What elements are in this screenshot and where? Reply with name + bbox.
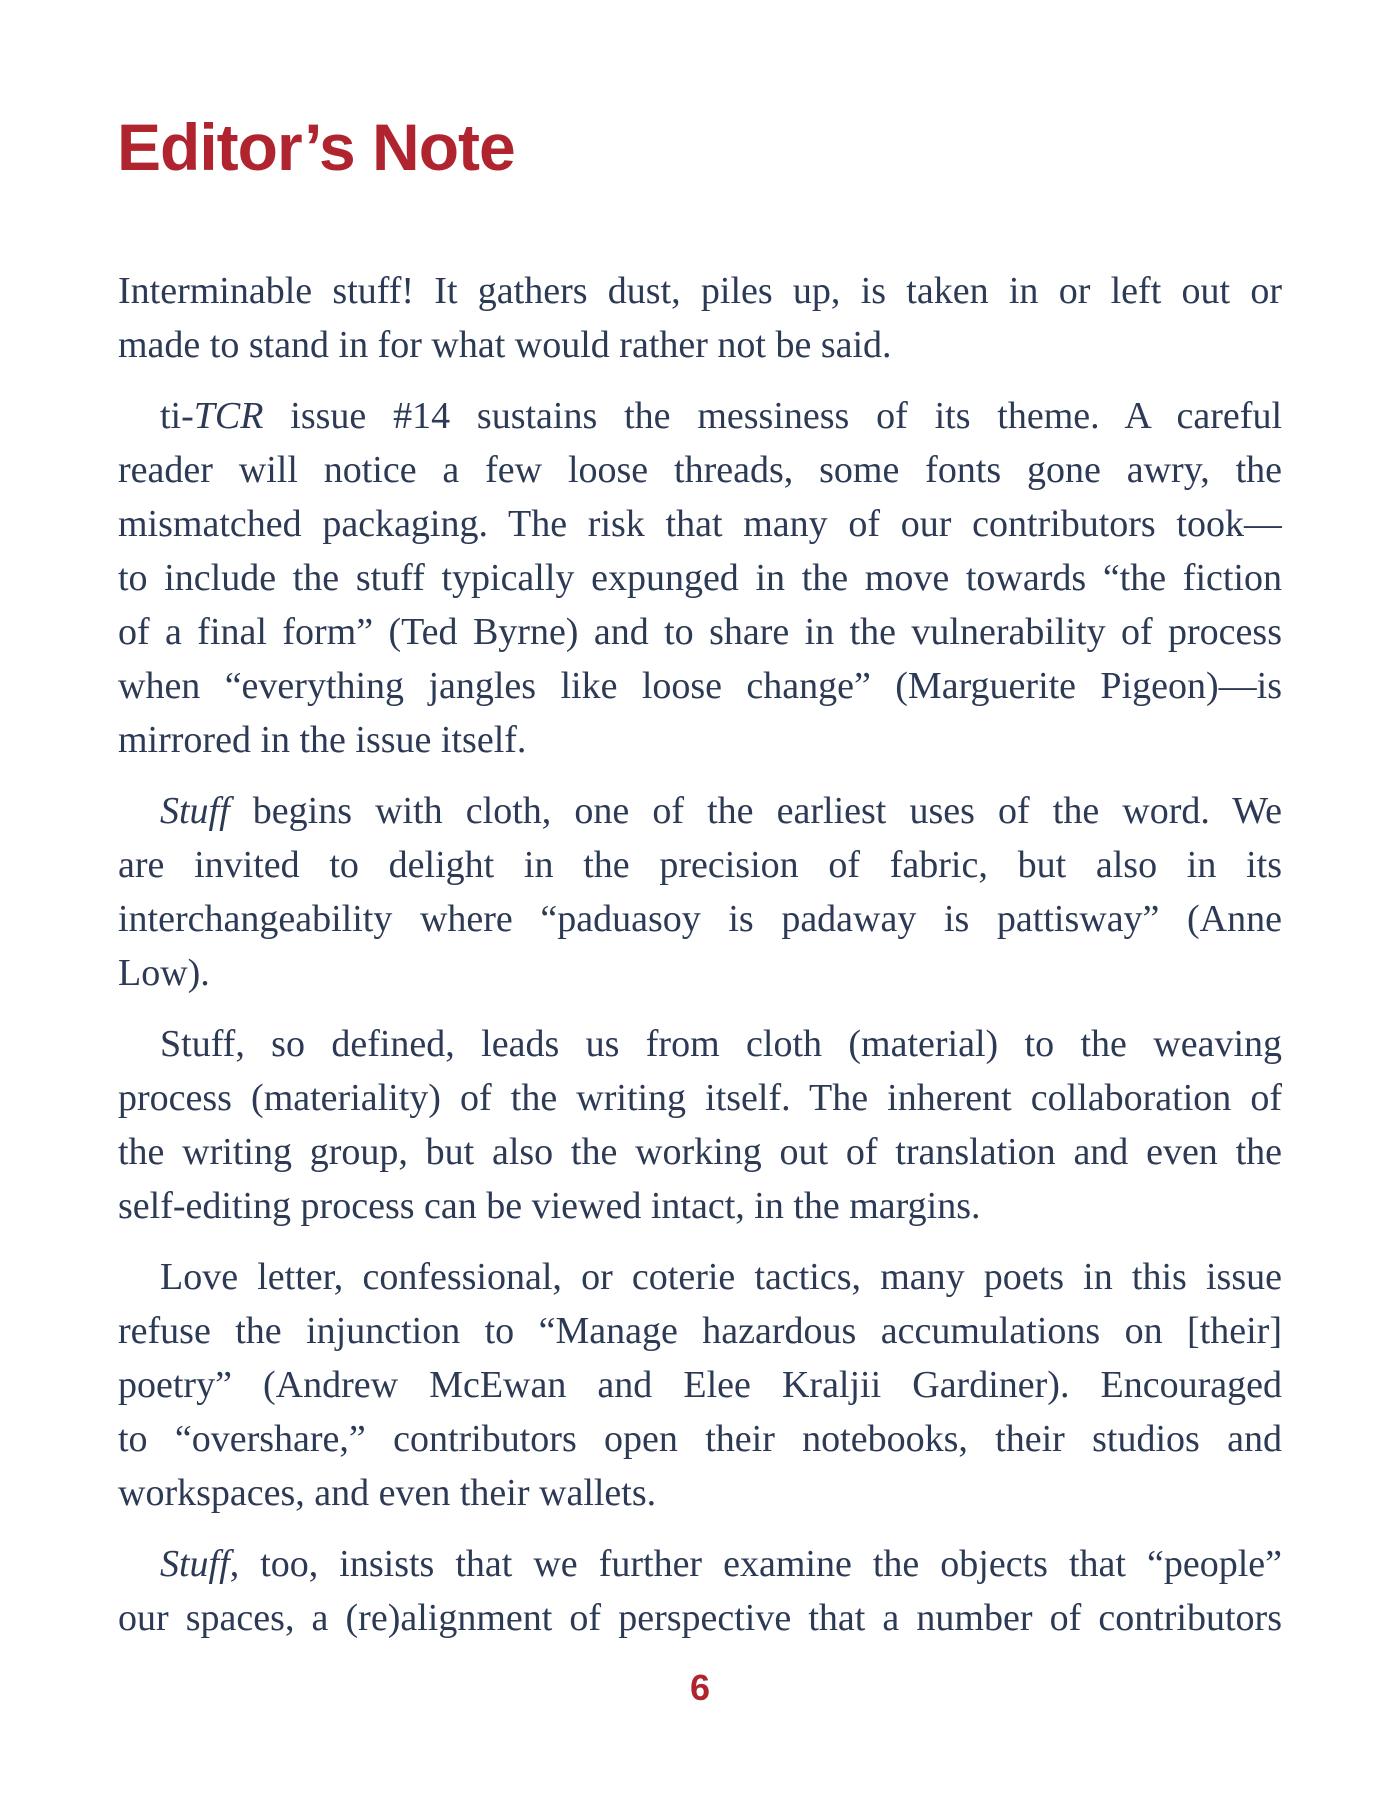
text-segment: mirrored in the issue itself. <box>118 719 527 761</box>
text-line <box>118 551 1282 605</box>
text-segment: our spaces, a (re)alignment of perspective that a number of contributors <box>118 1597 1282 1639</box>
text-line <box>118 605 1282 659</box>
text-line <box>118 659 1282 713</box>
text-segment: the writing group, but also the working out of translation and even the <box>118 1131 1282 1173</box>
text-segment: to “overshare,” contributors open their notebooks, their studios and <box>118 1418 1282 1460</box>
text-line <box>118 946 1282 1000</box>
paragraph <box>118 1017 1282 1233</box>
text-line <box>118 1591 1282 1645</box>
text-segment: when “everything jangles like loose change” (Marguerite Pigeon)—is <box>118 665 1282 707</box>
text-segment: refuse the injunction to “Manage hazardous accumulations on [their] <box>118 1310 1282 1352</box>
text-line <box>118 1304 1282 1358</box>
text-line <box>118 264 1282 318</box>
text-line <box>118 838 1282 892</box>
text-line <box>118 784 1282 838</box>
text-segment: Interminable stuff! It gathers dust, piles up, is taken in or left out or <box>118 270 1282 312</box>
text-segment: are invited to delight in the precision of fabric, but also in its <box>118 844 1282 886</box>
text-line <box>118 892 1282 946</box>
text-segment: ti- <box>160 395 194 437</box>
text-segment: made to stand in for what would rather not be said. <box>118 324 892 366</box>
page-number: 6 <box>689 1667 711 1708</box>
text-segment: begins with cloth, one of the earliest uses of the word. We <box>229 790 1282 832</box>
text-line <box>118 1358 1282 1412</box>
text-segment: , too, insists that we further examine the objects that “people” <box>229 1543 1282 1585</box>
text-segment: Stuff, so defined, leads us from cloth (material) to the weaving <box>160 1023 1282 1065</box>
paragraph <box>118 1537 1282 1645</box>
text-segment: of a final form” (Ted Byrne) and to share in the vulnerability of process <box>118 611 1282 653</box>
text-segment: TCR <box>193 395 264 437</box>
text-line <box>118 1179 1282 1233</box>
text-segment: mismatched packaging. The risk that many of our contributors took— <box>118 503 1282 545</box>
page-title: Editor’s Note <box>117 110 515 184</box>
text-line <box>118 497 1282 551</box>
paragraph <box>118 784 1282 1000</box>
text-line <box>118 1537 1282 1591</box>
paragraph <box>118 264 1282 372</box>
text-segment: poetry” (Andrew McEwan and Elee Kraljii Gardiner). Encouraged <box>118 1364 1282 1406</box>
text-segment: to include the stuff typically expunged in the move towards “the fiction <box>118 557 1282 599</box>
text-segment: self-editing process can be viewed intact, in the margins. <box>118 1185 981 1227</box>
paragraph <box>118 389 1282 767</box>
text-segment: process (materiality) of the writing itself. The inherent collaboration of <box>118 1077 1282 1119</box>
text-segment: Stuff <box>160 1543 230 1585</box>
text-line <box>118 1250 1282 1304</box>
text-line <box>118 1412 1282 1466</box>
text-line <box>118 1125 1282 1179</box>
text-line <box>118 443 1282 497</box>
text-segment: interchangeability where “paduasoy is padaway is pattisway” (Anne <box>118 898 1282 940</box>
text-segment: Stuff <box>160 790 230 832</box>
text-line <box>118 318 1282 372</box>
paragraph <box>118 1250 1282 1520</box>
text-segment: Love letter, confessional, or coterie tactics, many poets in this issue <box>160 1256 1282 1298</box>
editors-note-body <box>118 264 1282 1645</box>
text-line <box>118 1017 1282 1071</box>
text-segment: workspaces, and even their wallets. <box>118 1472 657 1514</box>
text-line <box>118 1071 1282 1125</box>
text-line <box>118 389 1282 443</box>
text-line <box>118 713 1282 767</box>
text-segment: Low). <box>118 952 210 994</box>
text-segment: issue #14 sustains the messiness of its theme. A careful <box>263 395 1282 437</box>
text-segment: reader will notice a few loose threads, some fonts gone awry, the <box>118 449 1282 491</box>
text-line <box>118 1466 1282 1520</box>
